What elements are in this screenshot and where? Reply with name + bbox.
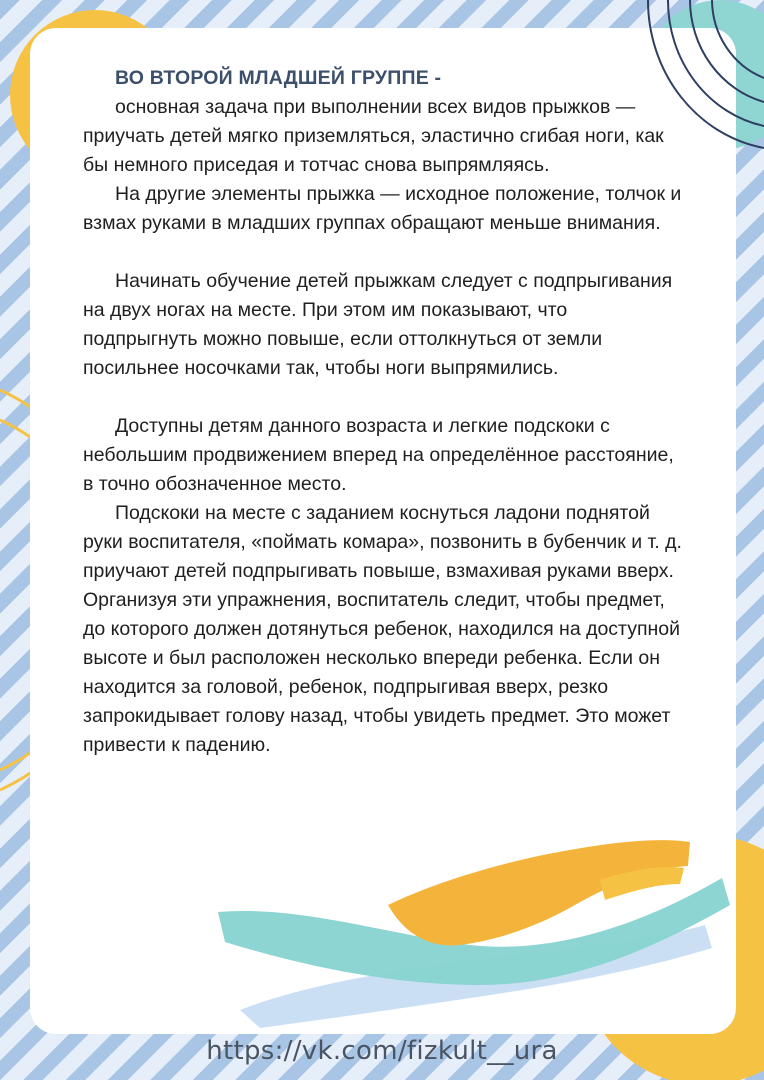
section-heading: ВО ВТОРОЙ МЛАДШЕЙ ГРУППЕ	[115, 67, 429, 89]
paragraph-gap	[83, 238, 683, 267]
paragraph-4: Доступны детям данного возраста и легкие подскоки с небольшим продвижением вперед на определённое расстояние, в точно обозначенное место.	[83, 415, 674, 495]
paragraph-gap	[83, 383, 683, 412]
heading-dash: -	[428, 67, 442, 89]
paragraph-1: основная задача при выполнении всех видов прыжков — приучать детей мягко приземляться, эластично сгибая ноги, как бы немного приседая и тотчас снова выпрямляясь.	[83, 96, 664, 176]
paragraph-5: Подскоки на месте с заданием коснуться ладони поднятой руки воспитателя, «поймать комара», позвонить в бубенчик и т. д. приучают детей подпрыгивать повыше, взмахивая руками вверх. Организуя эти упражнения, воспитатель следит, чтобы предмет, до которого должен дотянуться ребенок, находился на доступной высоте и был расположен несколько впереди ребенка. Если он находится за головой, ребенок, подпрыгивая вверх, резко запрокидывает голову назад, чтобы увидеть предмет. Это может привести к падению.	[83, 502, 682, 756]
paragraph-2: На другие элементы прыжка — исходное положение, толчок и взмах руками в младших группах обращают меньше внимания.	[83, 183, 682, 234]
article-body	[83, 64, 683, 760]
paragraph-3: Начинать обучение детей прыжкам следует с подпрыгивания на двух ногах на месте. При этом им показывают, что подпрыгнуть можно повыше, если оттолкнуться от земли посильнее носочками так, чтобы ноги выпрямились.	[83, 270, 673, 379]
section-heading-line	[83, 64, 683, 93]
footer-link[interactable]: https://vk.com/fizkult__ura	[206, 1036, 558, 1066]
